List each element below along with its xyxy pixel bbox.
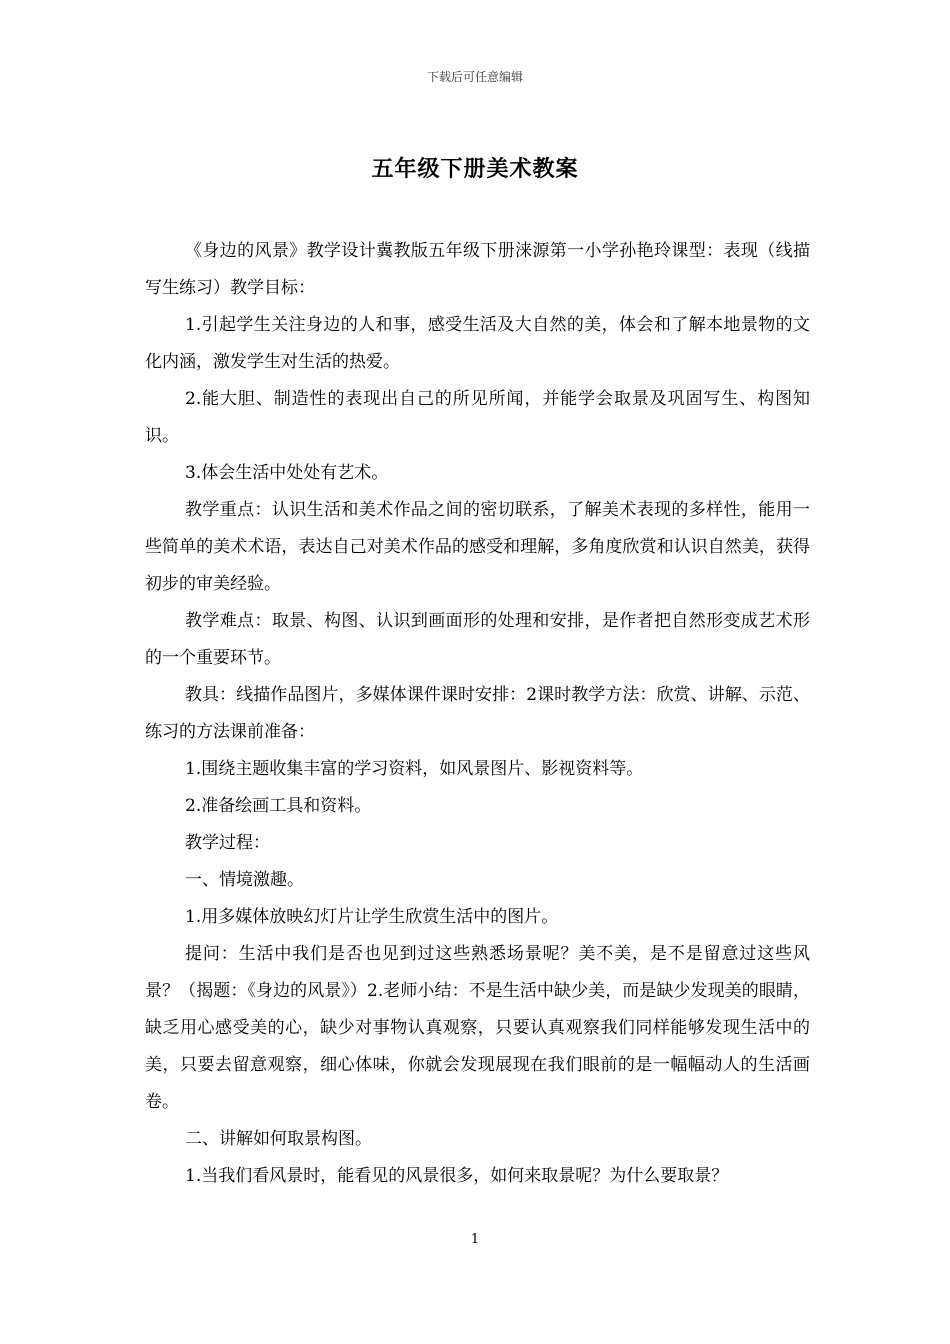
paragraph: 教具：线描作品图片，多媒体课件课时安排：2课时教学方法：欣赏、讲解、示范、练习的方法课前准备：: [145, 685, 810, 742]
paragraph: 1.围绕主题收集丰富的学习资料，如风景图片、影视资料等。: [185, 759, 644, 779]
paragraph: 《身边的风景》教学设计冀教版五年级下册涞源第一小学孙艳玲课型：表现（线描写生练习）教学目标：: [145, 241, 810, 298]
paragraph: 一、情境激趣。: [185, 870, 304, 890]
paragraph: 教学难点：取景、构图、认识到画面形的处理和安排，是作者把自然形变成艺术形的一个重要环节。: [145, 611, 810, 668]
paragraph: 1.引起学生关注身边的人和事，感受生活及大自然的美，体会和了解本地景物的文化内涵，激发学生对生活的热爱。: [145, 315, 810, 372]
paragraph: 提问：生活中我们是否也见到过这些熟悉场景呢？美不美，是不是留意过这些风景？（揭题：《身边的风景》）2.老师小结：不是生活中缺少美，而是缺少发现美的眼睛，缺乏用心感受美的心，缺少对事物认真观察，只要认真观察我们同样能够发现生活中的美，只要去留意观察，细心体味，你就会发现展现在我们眼前的是一幅幅动人的生活画卷。: [145, 944, 810, 1112]
document-body: [145, 233, 810, 1195]
paragraph: 2.能大胆、制造性的表现出自己的所见所闻，并能学会取景及巩固写生、构图知识。: [145, 389, 810, 446]
paragraph: 3.体会生活中处处有艺术。: [185, 463, 389, 483]
document-title: 五年级下册美术教案: [371, 156, 579, 182]
header-note: 下载后可任意编辑: [426, 70, 523, 84]
paragraph: 教学过程：: [185, 833, 270, 853]
paragraph: 2.准备绘画工具和资料。: [185, 796, 372, 816]
paragraph: 教学重点：认识生活和美术作品之间的密切联系，了解美术表现的多样性，能用一些简单的美术术语，表达自己对美术作品的感受和理解，多角度欣赏和认识自然美，获得初步的审美经验。: [145, 500, 810, 594]
paragraph: 1.用多媒体放映幻灯片让学生欣赏生活中的图片。: [185, 907, 559, 927]
paragraph: 二、讲解如何取景构图。: [185, 1129, 372, 1149]
page-number: 1: [470, 1232, 480, 1247]
paragraph: 1.当我们看风景时，能看见的风景很多，如何来取景呢？为什么要取景？: [185, 1166, 729, 1186]
